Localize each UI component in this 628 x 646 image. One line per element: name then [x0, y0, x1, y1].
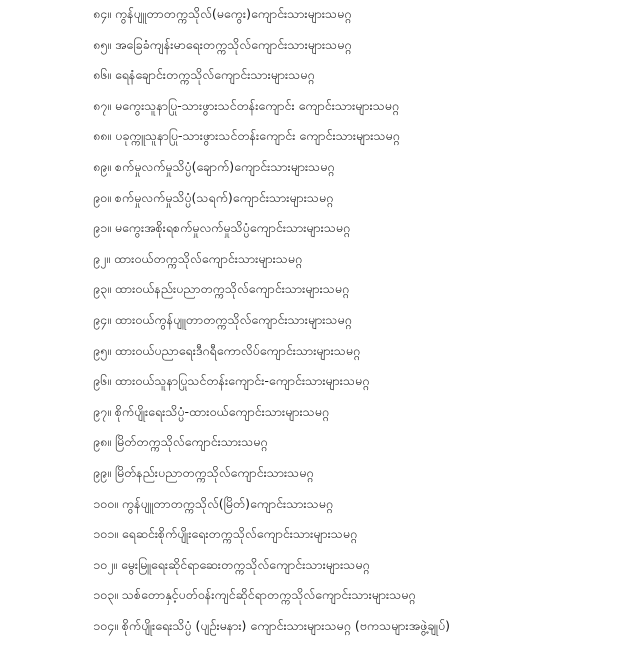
item-number: ၉၇။: [93, 403, 111, 419]
list-item: [93, 279, 618, 310]
list-item: [93, 555, 618, 586]
list-item: [93, 188, 618, 219]
item-number: ၉၂။: [93, 250, 110, 266]
list-item: [93, 218, 618, 249]
item-number: ၁၀၀။: [93, 495, 118, 511]
item-text: ကွန်ပျူတာတက္ကသိုလ်(မကွေး)ကျောင်းသားများသမဂ္ဂ: [114, 6, 352, 21]
student-union-list: [93, 4, 618, 646]
item-number: ၈၆။: [93, 67, 111, 83]
item-text: ထားဝယ်ကွန်ပျူတာတက္ကသိုလ်ကျောင်းသားများသမဂ္ဂ: [114, 311, 352, 327]
item-text: အခြေခံကျန်းမာရေးတက္ကသိုလ်ကျောင်းသားများသမဂ္ဂ: [114, 36, 352, 52]
list-item: [93, 65, 618, 96]
item-text: သစ်တောနှင့်ပတ်ဝန်းကျင်ဆိုင်ရာတက္ကသိုလ်ကျောင်းသားများသမဂ္ဂ: [121, 587, 416, 603]
item-text: စိုက်ပျိုးရေးသိပ္ပံ (ပျဉ်းမနား) ကျောင်းသားများသမဂ္ဂ (ဗကသများအဖွဲ့ချုပ်): [121, 617, 451, 633]
item-text: ထားဝယ်နည်းပညာတက္ကသိုလ်ကျောင်းသားများသမဂ္ဂ: [114, 281, 350, 297]
item-number: ၉၄။: [93, 311, 111, 327]
item-number: ၁၀၄။: [93, 617, 118, 633]
item-number: ၁၀၁။: [93, 526, 118, 542]
item-number: ၁၀၂။: [93, 556, 117, 572]
item-text: မွေးမြူရေးဆိုင်ရာဆေးတက္ကသိုလ်ကျောင်းသားများသမဂ္ဂ: [120, 556, 370, 572]
list-item: [93, 157, 618, 188]
item-number: ၉၉။: [93, 464, 111, 480]
item-text: စက်မှုလက်မှုသိပ္ပံ(သရက်)ကျောင်းသားများသမဂ္ဂ: [114, 189, 334, 205]
item-number: ၁၀၃။: [93, 587, 118, 603]
list-item: [93, 585, 618, 616]
item-text: ပခုက္ကူသူနာပြု-သားဖွားသင်တန်းကျောင်း ကျောင်းသားများသမဂ္ဂ: [115, 128, 400, 144]
item-text: စက်မှုလက်မှုသိပ္ပံ(ချောက်)ကျောင်းသားများသမဂ္ဂ: [114, 158, 335, 174]
item-number: ၉၈။: [93, 434, 111, 450]
list-item: [93, 249, 618, 280]
list-item: [93, 402, 618, 433]
item-text: ထားဝယ်တက္ကသိုလ်ကျောင်းသားများသမဂ္ဂ: [113, 250, 303, 266]
item-number: ၈၈။: [93, 128, 112, 144]
item-number: ၉၁။: [93, 220, 111, 236]
item-text: ရေနံချောင်းတက္ကသိုလ်ကျောင်းသားများသမဂ္ဂ: [114, 67, 315, 83]
list-item: [93, 96, 618, 127]
list-item: [93, 310, 618, 341]
item-text: ကွန်ပျူတာတက္ကသိုလ်(မြိတ်)ကျောင်းသားသမဂ္ဂ: [121, 495, 333, 511]
list-item: [93, 616, 618, 646]
list-item: [93, 35, 618, 66]
item-text: မကွေးအစိုးရစက်မှုလက်မှုသိပ္ပံကျောင်းသားများသမဂ္ဂ: [114, 220, 351, 236]
item-text: ထားဝယ်သူနာပြုသင်တန်းကျောင်း-ကျောင်းသားများသမဂ္ဂ: [114, 373, 370, 389]
item-text: ရေဆင်းစိုက်ပျိုးရေးတက္ကသိုလ်ကျောင်းသားများသမဂ္ဂ: [121, 526, 358, 542]
list-item: [93, 432, 618, 463]
item-number: ၈၉။: [93, 158, 111, 174]
list-item: [93, 126, 618, 157]
item-text: မြိတ်နည်းပညာတက္ကသိုလ်ကျောင်းသားသမဂ္ဂ: [114, 464, 314, 480]
item-text: မကွေးသူနာပြု-သားဖွားသင်တန်းကျောင်း ကျောင်းသားများသမဂ္ဂ: [114, 97, 400, 113]
item-number: ၉၅။: [93, 342, 111, 358]
item-number: ၈၇။: [93, 97, 111, 113]
item-text: ထားဝယ်ပညာရေးဒီဂရီကောလိပ်ကျောင်းသားများသမဂ္ဂ: [114, 342, 361, 358]
item-number: ၈၄။: [93, 6, 111, 21]
item-number: ၉၀။: [93, 189, 111, 205]
item-text: စိုက်ပျိုးရေးသိပ္ပံ-ထားဝယ်ကျောင်းသားများသမဂ္ဂ: [114, 403, 330, 419]
item-text: မြိတ်တက္ကသိုလ်ကျောင်းသားသမဂ္ဂ: [114, 434, 268, 450]
item-number: ၈၅။: [93, 36, 111, 52]
list-item: [93, 494, 618, 525]
item-number: ၉၃။: [93, 281, 111, 297]
list-item: [93, 524, 618, 555]
list-item: [93, 371, 618, 402]
list-item: [93, 4, 618, 35]
list-item: [93, 341, 618, 372]
list-item: [93, 463, 618, 494]
item-number: ၉၆။: [93, 373, 111, 389]
